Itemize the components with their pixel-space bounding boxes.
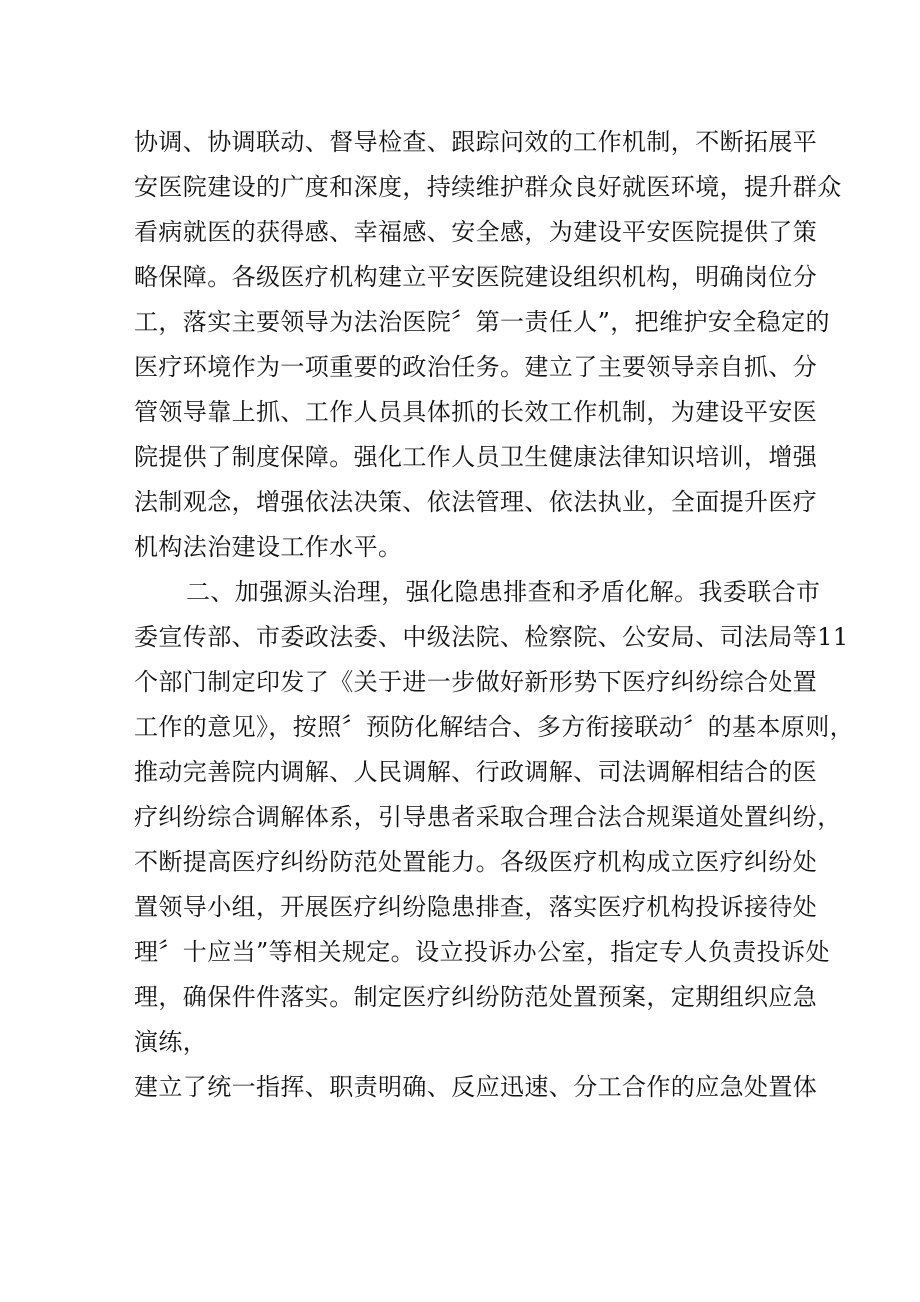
text-line: 略保障。各级医疗机构建立平安医院建设组织机构，明确岗位分 xyxy=(134,263,818,291)
body-text xyxy=(134,120,854,1110)
text-line: 委宣传部、市委政法委、中级法院、检察院、公安局、司法局等11 xyxy=(134,623,849,651)
text-line: 工，落实主要领导为法治医院〞第一责任人”，把维护安全稳定的 xyxy=(134,308,830,336)
text-line: 看病就医的获得感、幸福感、安全感，为建设平安医院提供了策 xyxy=(134,218,818,246)
text-line: 理，确保件件落实。制定医疗纠纷防范处置预案，定期组织应急 xyxy=(134,983,818,1011)
text-line: 不断提高医疗纠纷防范处置能力。各级医疗机构成立医疗纠纷处 xyxy=(134,848,818,876)
text-line: 疗纠纷综合调解体系，引导患者采取合理合法合规渠道处置纠纷， xyxy=(134,803,842,831)
text-line: 机构法治建设工作水平。 xyxy=(134,533,403,561)
text-line: 管领导靠上抓、工作人员具体抓的长效工作机制，为建设平安医 xyxy=(134,398,818,426)
text-line: 演练， xyxy=(134,1028,208,1056)
text-line: 置领导小组，开展医疗纠纷隐患排查，落实医疗机构投诉接待处 xyxy=(134,893,818,921)
text-line: 建立了统一指挥、职责明确、反应迅速、分工合作的应急处置体 xyxy=(134,1073,818,1101)
text-line: 工作的意见》，按照〞预防化解结合、多方衔接联动〞的基本原则， xyxy=(134,713,854,741)
text-line: 理〞十应当”等相关规定。设立投诉办公室，指定专人负责投诉处 xyxy=(134,938,830,966)
text-line: 协调、协调联动、督导检查、跟踪问效的工作机制，不断拓展平 xyxy=(134,128,818,156)
section-heading-line: 二、加强源头治理，强化隐患排查和矛盾化解。我委联合市 xyxy=(186,578,821,606)
text-line: 院提供了制度保障。强化工作人员卫生健康法律知识培训，增强 xyxy=(134,443,818,471)
text-line: 推动完善院内调解、人民调解、行政调解、司法调解相结合的医 xyxy=(134,758,818,786)
text-line: 医疗环境作为一项重要的政治任务。建立了主要领导亲自抓、分 xyxy=(134,353,818,381)
text-line: 安医院建设的广度和深度，持续维护群众良好就医环境，提升群众 xyxy=(134,173,842,201)
text-line: 个部门制定印发了《关于进一步做好新形势下医疗纠纷综合处置 xyxy=(134,668,818,696)
text-line: 法制观念，增强依法决策、依法管理、依法执业，全面提升医疗 xyxy=(134,488,818,516)
